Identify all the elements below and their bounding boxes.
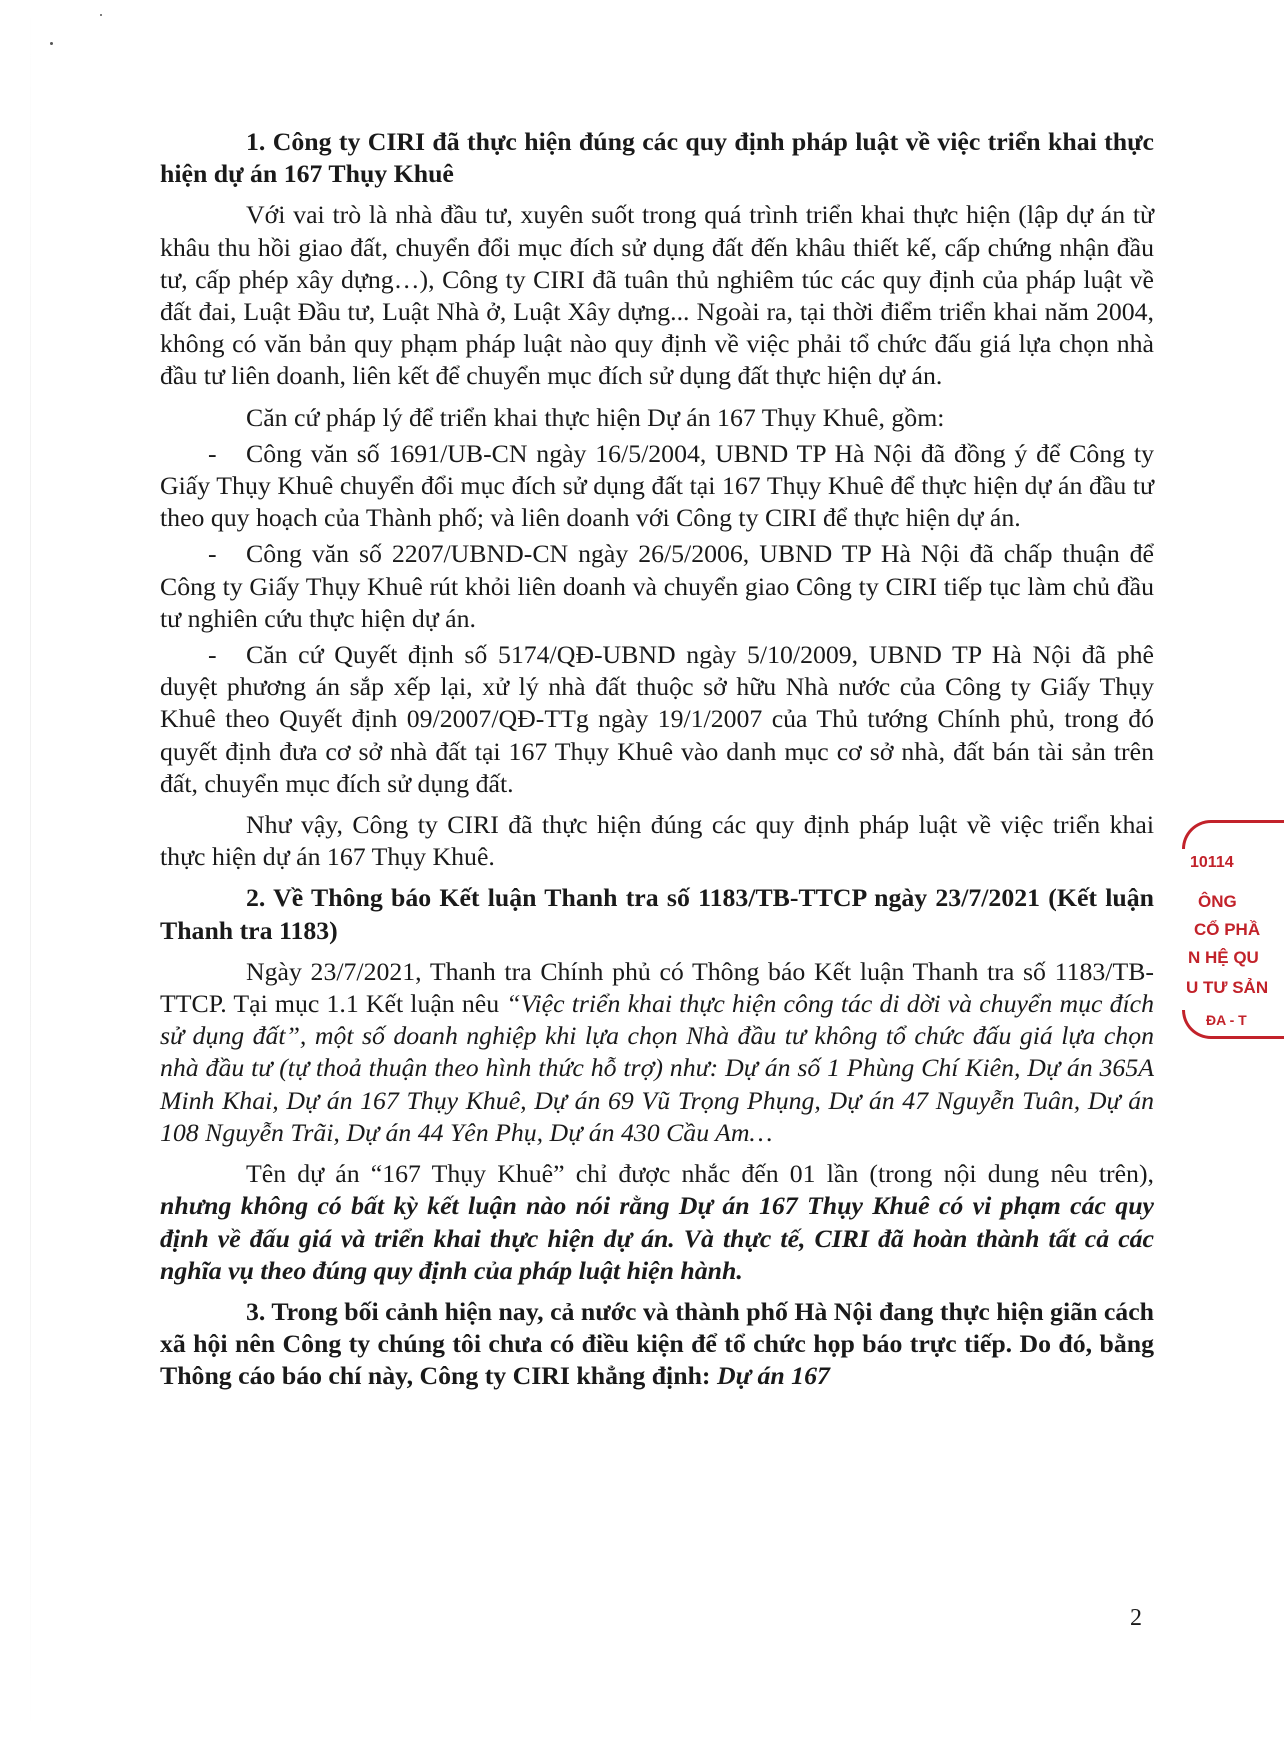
seal-text: 10114	[1190, 854, 1234, 871]
legal-basis-item-text: Công văn số 1691/UB-CN ngày 16/5/2004, UBND TP Hà Nội đã đồng ý để Công ty Giấy Thụy Khuê chuyển đổi mục đích sử dụng đất tại 167 Thụy Khuê để thực hiện dự án đầu tư theo quy hoạch của Thành phố; và liên doanh với Công ty CIRI để thực hiện dự án.	[160, 438, 1154, 533]
company-seal-stamp	[1176, 820, 1284, 1040]
scan-speck	[100, 14, 102, 16]
bullet-dash: -	[208, 539, 217, 569]
compliance-statement: nhưng không có bất kỳ kết luận nào nói rằng Dự án 167 Thụy Khuê có vi phạm các quy định về đấu giá và triển khai thực hiện dự án. Và thực tế, CIRI đã hoàn thành tất cả các nghĩa vụ theo đúng quy định của pháp luật hiện hành.	[160, 1191, 1154, 1285]
seal-text: U TƯ SẢN	[1186, 978, 1269, 997]
scan-edge	[30, 0, 31, 1741]
section-2-paragraph-1	[160, 956, 1154, 1149]
section-1-heading: 1. Công ty CIRI đã thực hiện đúng các quy định pháp luật về việc triển khai thực hiện dự án 167 Thụy Khuê	[160, 127, 1154, 189]
legal-basis-item	[160, 538, 1154, 635]
seal-arc	[1182, 820, 1284, 849]
section-1-intro: Với vai trò là nhà đầu tư, xuyên suốt trong quá trình triển khai thực hiện (lập dự án từ khâu thu hồi giao đất, chuyển đổi mục đích sử dụng đất đến khâu thiết kế, cấp chứng nhận đầu tư, cấp phép xây dựng…), Công ty CIRI đã tuân thủ nghiêm túc các quy định của pháp luật về đất đai, Luật Đầu tư, Luật Nhà ở, Luật Xây dựng... Ngoài ra, tại thời điểm triển khai năm 2004, không có văn bản quy phạm pháp luật nào quy định về việc phải tổ chức đấu giá lựa chọn nhà đầu tư liên doanh, liên kết để chuyển mục đích sử dụng đất thực hiện dự án.	[160, 200, 1154, 391]
legal-basis-item	[160, 639, 1154, 800]
inspection-summary: Ngày 23/7/2021, Thanh tra Chính phủ có Thông báo Kết luận Thanh tra số 1183/TB-TTCP. Tại mục 1.1 Kết luận nêu	[160, 956, 1154, 1019]
seal-text: N HỆ QU	[1188, 948, 1259, 967]
section-3-heading-text: 3. Trong bối cảnh hiện nay, cả nước và thành phố Hà Nội đang thực hiện giãn cách xã hội nên Công ty chúng tôi chưa có điều kiện để tổ chức họp báo trực tiếp. Do đó, bằng Thông cáo báo chí này, Công ty CIRI khẳng định:	[160, 1296, 1154, 1391]
mention-note: Tên dự án “167 Thụy Khuê” chỉ được nhắc đến 01 lần (trong nội dung nêu trên),	[246, 1159, 1154, 1189]
section-2-heading: 2. Về Thông báo Kết luận Thanh tra số 1183/TB-TTCP ngày 23/7/2021 (Kết luận Thanh tra 1183)	[160, 883, 1154, 945]
page-number: 2	[1130, 1605, 1142, 1631]
seal-text: CỔ PHẦ	[1194, 920, 1261, 939]
section-3-heading	[160, 1296, 1154, 1393]
section-2-paragraph-2	[160, 1158, 1154, 1287]
bullet-dash: -	[208, 438, 217, 468]
document-body	[160, 126, 1154, 1393]
scan-speck	[50, 42, 53, 45]
seal-text: ÔNG	[1198, 892, 1237, 911]
legal-basis-item-text: Căn cứ Quyết định số 5174/QĐ-UBND ngày 5/10/2009, UBND TP Hà Nội đã phê duyệt phương án sắp xếp lại, xử lý nhà đất thuộc sở hữu Nhà nước của Công ty Giấy Thụy Khuê theo Quyết định 09/2007/QĐ-TTg ngày 19/1/2007 của Thủ tướng Chính phủ, trong đó quyết định đưa cơ sở nhà đất tại 167 Thụy Khuê vào danh mục cơ sở nhà, đất bán tài sản trên đất, chuyển mục đích sử dụng đất.	[160, 640, 1154, 798]
legal-basis-intro: Căn cứ pháp lý để triển khai thực hiện Dự án 167 Thụy Khuê, gồm:	[246, 402, 945, 432]
bullet-dash: -	[208, 640, 217, 670]
legal-basis-item	[160, 438, 1154, 535]
section-1-conclusion: Như vậy, Công ty CIRI đã thực hiện đúng các quy định pháp luật về việc triển khai thực hiện dự án 167 Thụy Khuê.	[160, 810, 1154, 872]
inspection-quote: “Việc triển khai thực hiện công tác di dời và chuyển mục đích sử dụng đất”, một số doanh nghiệp khi lựa chọn Nhà đầu tư không tổ chức đấu giá lựa chọn nhà đầu tư (tự thoả thuận theo hình thức hỗ trợ) như: Dự án số 1 Phùng Chí Kiên, Dự án 365A Minh Khai, Dự án 167 Thụy Khuê, Dự án 69 Vũ Trọng Phụng, Dự án 47 Nguyễn Tuân, Dự án 108 Nguyễn Trãi, Dự án 44 Yên Phụ, Dự án 430 Cầu Am…	[160, 989, 1155, 1147]
legal-basis-item-text: Công văn số 2207/UBND-CN ngày 26/5/2006, UBND TP Hà Nội đã chấp thuận để Công ty Giấy Thụy Khuê rút khỏi liên doanh và chuyển giao Công ty CIRI tiếp tục làm chủ đầu tư nghiên cứu thực hiện dự án.	[160, 539, 1154, 633]
section-3-heading-tail: Dự án 167	[716, 1361, 830, 1391]
seal-arc	[1182, 1010, 1284, 1039]
seal-text: ĐA - T	[1206, 1012, 1247, 1028]
